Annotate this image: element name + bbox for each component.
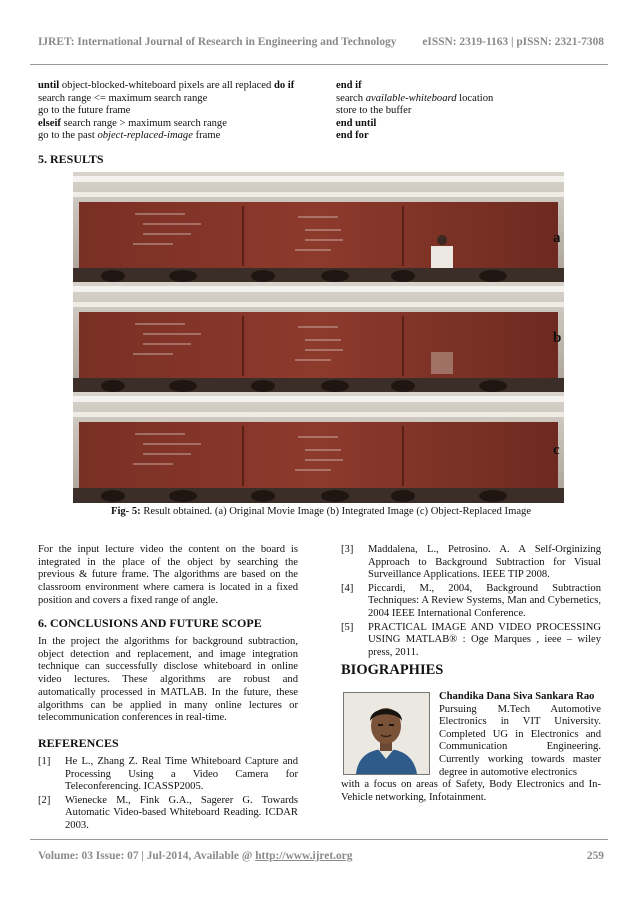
panel-label-b: b <box>553 330 562 346</box>
results-paragraph: For the input lecture video the content on the board is integrated in the place of the object by searching the previous & future frame. The algorithms are based on the classroom environment where camera is located in a fixed position and covers a fixed range of angle. <box>38 544 298 606</box>
conclusions-heading: 6. CONCLUSIONS AND FUTURE SCOPE <box>38 616 262 630</box>
panel-label-a: a <box>553 230 561 246</box>
biographies-heading: BIOGRAPHIES <box>341 662 444 678</box>
algorithm-line: go to the future frame <box>38 105 131 117</box>
journal-link[interactable]: http://www.ijret.org <box>255 850 353 862</box>
reference-item: [4] Piccardi, M., 2004, Background Subtraction Techniques: A Review Systems, Man and Cybernetics, 2004 IEEE International Conference. <box>341 582 601 619</box>
reference-item: [5] PRACTICAL IMAGE AND VIDEO PROCESSING USING MATLAB® : Oge Marques , ieee – wiley press, 2011. <box>341 621 601 658</box>
algorithm-right <box>336 80 601 143</box>
reference-item: [3] Maddalena, L., Petrosino. A. A Self-Orginizing Approach to Background Subtraction for Visual Surveillance Applications. IEEE TIP 2008. <box>341 544 601 581</box>
algorithm-line: end until <box>336 117 377 129</box>
algorithm-line: until object-blocked-whiteboard pixels are all replaced do if <box>38 80 295 91</box>
journal-title: IJRET: International Journal of Research in Engineering and Technology <box>38 36 397 48</box>
figure-panel-a <box>73 172 564 282</box>
algorithm-left <box>38 80 308 143</box>
results-figure-image <box>73 172 564 503</box>
caption-text: Result obtained. (a) Original Movie Image (b) Integrated Image (c) Object-Replaced Image <box>140 506 532 517</box>
references-left <box>38 756 298 834</box>
algorithm-line: search available-whiteboard location <box>336 92 494 104</box>
biography-indented: Pursuing M.Tech Automotive Electronics in VIT University. Completed UG in Electronics and Communication Engineering. Currently working towards master degree in automotive electronics <box>439 703 601 778</box>
conclusions-paragraph: In the project the algorithms for background subtraction, object detection and replacement, and image integration technique can successfully disclose whiteboard in online video lectures. These algorithms are robust and automatically processed in MATLAB. In the future, these algorithms can be applied in many online lectures or telecommunication conferences in real-time. <box>38 636 298 724</box>
left-column <box>38 544 298 608</box>
author-name: Chandika Dana Siva Sankara Rao <box>439 691 595 702</box>
references-heading: REFERENCES <box>38 736 119 750</box>
figure-panel-b <box>73 282 564 392</box>
algorithm-line: go to the past object-replaced-image frame <box>38 130 221 142</box>
biography-text <box>341 691 601 804</box>
algorithm-line: search range <= maximum search range <box>38 92 208 104</box>
journal-header <box>38 36 604 48</box>
figure-panel-c <box>73 392 564 503</box>
footer-rule <box>30 839 608 840</box>
journal-issn: eISSN: 2319-1163 | pISSN: 2321-7308 <box>422 36 604 48</box>
reference-item: [2] Wienecke M., Fink G.A., Sagerer G. Towards Automatic Video-based Whiteboard Reading. ICDAR 2003. <box>38 794 298 831</box>
caption-label: Fig- 5: <box>110 506 141 517</box>
algorithm-line: elseif search range > maximum search range <box>38 117 227 129</box>
page-number: 259 <box>586 850 604 862</box>
footer-volume: Volume: 03 Issue: 07 | Jul-2014, Available @ http://www.ijret.org <box>38 850 353 862</box>
algorithm-line: end for <box>336 130 369 142</box>
biography-rest: with a focus on areas of Safety, Body Electronics and In-Vehicle networking, Infotainment. <box>341 779 601 803</box>
panel-label-c: c <box>553 442 560 458</box>
results-figure <box>73 172 564 503</box>
figure-caption <box>38 506 604 517</box>
header-rule <box>30 64 608 65</box>
results-heading: 5. RESULTS <box>38 152 104 166</box>
references-right <box>341 544 601 660</box>
conclusions-body <box>38 636 298 725</box>
algorithm-line: store to the buffer <box>336 105 412 117</box>
algorithm-line: end if <box>336 80 362 91</box>
reference-item: [1] He L., Zhang Z. Real Time Whiteboard Capture and Processing Using a Video Camera for Teleconferencing. ICASSP2005. <box>38 756 298 793</box>
page-footer <box>38 850 604 862</box>
